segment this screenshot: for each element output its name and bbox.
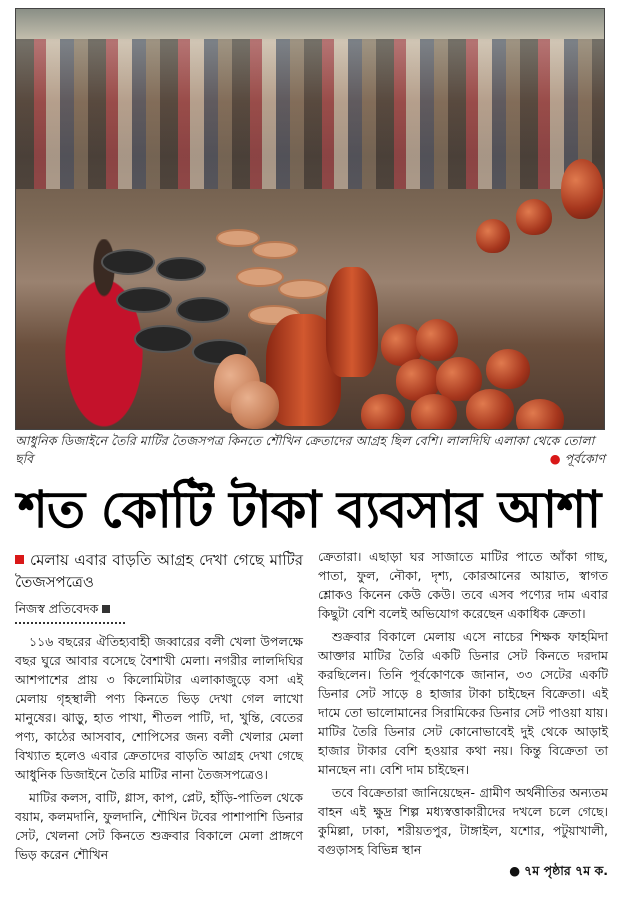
photo-tray [278, 279, 328, 299]
photo-pot [361, 394, 405, 430]
continuation-jump[interactable] [318, 861, 608, 880]
photo-pot [416, 319, 458, 361]
photo-basket [134, 325, 193, 353]
photo-basket [156, 257, 206, 281]
article-paragraph: ক্রেতারা। এছাড়া ঘর সাজাতে মাটির পাতে আঁকা গাছ, পাতা, ফুল, নৌকা, দৃশ্য, কোরআনের আয়াত, স্বাগত শ্লোকও কিনেন কেউ কেউ। তবে এসব পণ্যের দাম এবার কিছুটা বেশি বলেই অভিযোগ করেছেন একাধিক ক্রেতা। [318, 549, 608, 621]
photo-pot [486, 349, 530, 389]
photo-crowd [16, 39, 604, 189]
photo-pot [476, 219, 510, 253]
photo-basket [176, 297, 230, 323]
article-column-right [318, 547, 608, 880]
photo-pot [231, 381, 279, 429]
photo-caption [15, 432, 605, 468]
credit-label: পূর্বকোণ [564, 451, 605, 466]
byline [15, 599, 303, 618]
byline-text: নিজস্ব প্রতিবেদক [15, 601, 99, 616]
article-paragraph: তবে বিক্রেতারা জানিয়েছেন- গ্রামীণ অর্থনীতির অন্যতম বাহন এই ক্ষুদ্র শিল্প মধ্যস্বত্তাকারীদের দখলে চলে গেছে। কুমিল্লা, ঢাকা, শরীয়তপুর, টাঙ্গাইল, যশোর, পটুয়াখালী, বগুড়াসহ বিভিন্ন স্থান [318, 785, 608, 857]
photo-jug [326, 267, 378, 377]
photo-tray [252, 241, 298, 259]
photo-pot [411, 394, 457, 430]
photo-basket [116, 287, 172, 313]
subheadline [15, 549, 303, 593]
headline: শত কোটি টাকা ব্যবসার আশা [17, 480, 601, 540]
article-paragraph: শুক্রবার বিকালে মেলায় এসে নাচের শিক্ষক ফাহমিদা আক্তার মাটির তৈরি একটি ডিনার সেট কিনতে দরদাম করছিলেন। তিনি পূর্বকোণকে জানান, ৩৩ সেটের একটি ডিনার সেট সাড়ে ৪ হাজার টাকা চাইছেন বিক্রেতা। এই দামে তো ভালোমানের সিরামিকের ডিনার সেট পাওয়া যায়। মাটির তৈরি ডিনার সেট কোনোভাবেই দুই থেকে আড়াই হাজার টাকার বেশি হওয়ার কথা নয়। কিন্তু বিক্রেতা তা মানছেন না। বেশি দাম চাইছেন। [318, 629, 608, 777]
photo-pot [561, 159, 603, 219]
article-paragraph: ১১৬ বছরের ঐতিহ্যবাহী জব্বারের বলী খেলা উপলক্ষে বছর ঘুরে আবার বসেছে বৈশাখী মেলা। নগরীর লালদিঘির আশপাশের প্রায় ৩ কিলোমিটার এলাকাজুড়ে বসা এই মেলায় গৃহস্থালী পণ্য কিনতে ভিড় দেখা গেল লাখো মানুষের। ঝাড়ু, হাত পাখা, শীতল পাটি, দা, খুন্তি, বেতের পণ্য, কাঠের আসবাব, শোপিসের জন্য বলী খেলার মেলা বিখ্যাত হলেও এবার ক্রেতাদের বাড়তি আগ্রহ দেখা গেছে আধুনিক ডিজাইনে তৈরি মাটির নানা তৈজসপত্রেও। [15, 634, 303, 782]
subheadline-bullet-icon [15, 555, 24, 564]
photo-pot [466, 389, 514, 430]
article-column-left [15, 547, 303, 868]
subheadline-text: মেলায় এবার বাড়তি আগ্রহ দেখা গেছে মাটির তৈজসপত্রেও [15, 551, 303, 591]
continuation-bullet-icon: ● [509, 863, 521, 878]
photo-tray [236, 267, 284, 287]
photo-pot [516, 399, 564, 430]
news-photo [15, 8, 605, 430]
byline-square-icon [102, 605, 110, 613]
byline-divider [15, 622, 125, 624]
caption-text: আধুনিক ডিজাইনে তৈরি মাটির তৈজসপত্র কিনতে শৌখিন ক্রেতাদের আগ্রহ ছিল বেশি। লালদিঘি এলাকা থেকে তোলা ছবি [15, 433, 595, 466]
continuation-text: ৭ম পৃষ্ঠার ৭ম ক. [524, 863, 608, 878]
photo-basket [101, 249, 155, 275]
photo-credit [550, 450, 605, 468]
photo-pot [516, 199, 552, 235]
credit-bullet-icon: ● [549, 451, 561, 466]
article-paragraph: মাটির কলস, বাটি, গ্লাস, কাপ, প্লেট, হাঁড়ি-পাতিল থেকে বয়াম, কলমদানি, ফুলদানি, শৌখিন টবের পাশাপাশি ডিনার সেট, খেলনা সেট কিনতে শুক্রবার বিকালে মেলা প্রাঙ্গণে ভিড় করেন শৌখিন [15, 790, 303, 862]
photo-tray [216, 229, 260, 247]
